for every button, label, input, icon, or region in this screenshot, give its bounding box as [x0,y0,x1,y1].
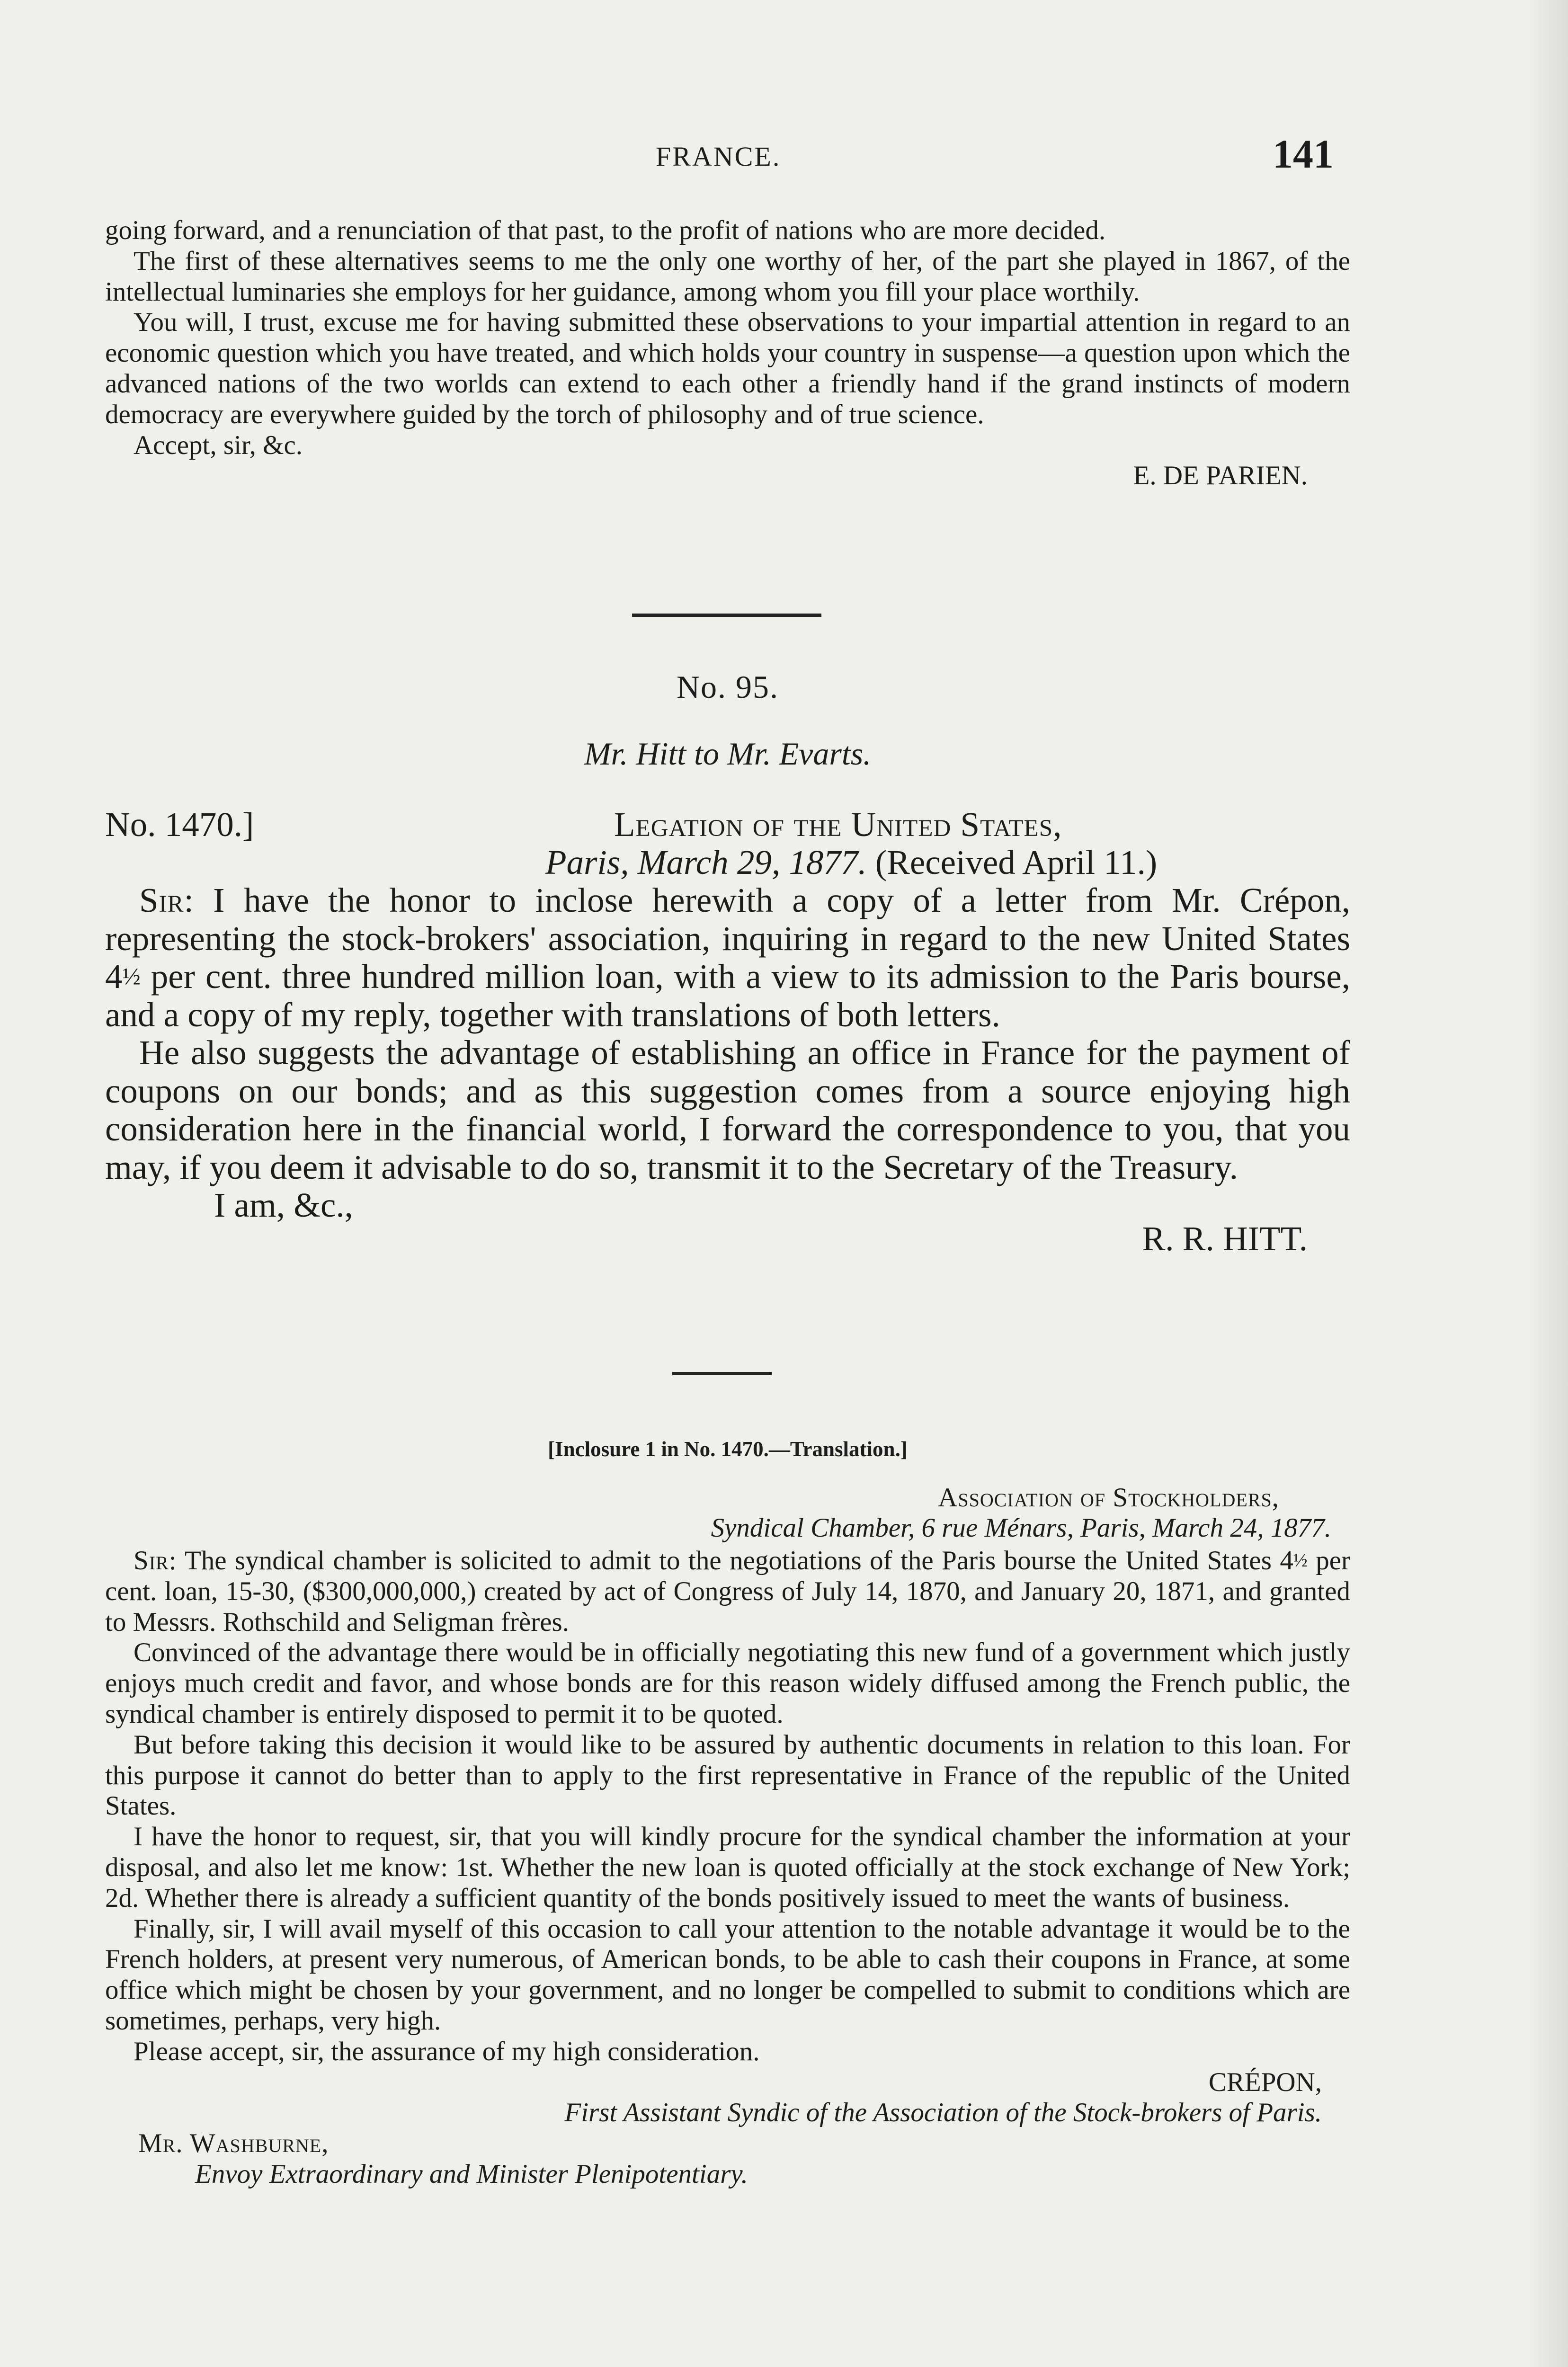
address-line: Association of Stockholders, [938,1483,1279,1513]
salutation: Sir: [139,881,194,919]
document-title: Mr. Hitt to Mr. Evarts. [584,736,872,772]
signature-title: First Assistant Syndic of the Association of the Stock-brokers of Paris. [564,2098,1322,2128]
paragraph: going forward, and a renunciation of that past, to the profit of nations who are more decided. [105,215,1106,245]
dispatch-number: No. 1470.] [105,805,254,844]
date-place: Paris, March 29, 1877. [545,843,867,881]
text-run: I have the honor to inclose herewith a copy of a letter from Mr. Crépon, representing the stock-brokers' association, inquiring in regard to the new United States 4 [105,881,1350,996]
letter-paragraph: Convinced of the advantage there would be in officially negotiating this new fund of a government which justly enjoys much credit and favor, and whose bonds are for this reason widely diffused among the French public, the syndical chamber is entirely disposed to permit it to be quoted. [105,1637,1350,1729]
addressee: Mr. Washburne, [138,2128,329,2159]
dispatch-paragraph [105,881,1350,1034]
page-edge-shadow [1525,0,1568,2367]
paragraph: The first of these alternatives seems to me the only one worthy of her, of the part she played in 1867, of the intellectual luminaries she employs for her guidance, among whom you fill your place worthily. [105,246,1350,307]
document-number: No. 95. [676,669,779,705]
text-run: per cent. three hundred million loan, with a view to its admission to the Paris bourse, and a copy of my reply, together with translations of both letters. [105,957,1350,1034]
received-date: (Received April 11.) [875,843,1158,881]
address-line: Syndical Chamber, 6 rue Ménars, Paris, March 24, 1877. [711,1513,1331,1543]
letter-paragraph: But before taking this decision it would like to be assured by authentic documents in relation to this loan. For this purpose it cannot do better than to apply to the first representative in France of the republic of the United States. [105,1729,1350,1821]
section-rule [632,614,821,617]
signature: R. R. HITT. [1142,1219,1308,1258]
addressee-title: Envoy Extraordinary and Minister Plenipotentiary. [195,2159,748,2189]
signature: E. DE PARIEN. [1133,461,1308,491]
page-number: 141 [1273,131,1334,177]
salutation: Sir: [134,1545,177,1575]
dateline [105,806,1350,881]
running-head-title: FRANCE. [656,141,781,172]
letter-paragraph: I have the honor to request, sir, that you will kindly procure for the syndical chamber the information at your disposal, and also let me know: 1st. Whether the new loan is quoted officially at the stock exchange of New York; 2d. Whether there is already a sufficient quantity of the bonds positively issued to meet the wants of business. [105,1822,1350,1913]
running-head [0,130,1568,182]
dispatch-paragraph: He also suggests the advantage of establishing an office in France for the payment of coupons on our bonds; and as this suggestion comes from a source enjoying high consideration here in the financial world, I forward the correspondence to you, that you may, if you deem it advisable to do so, transmit it to the Secretary of the Treasury. [105,1033,1350,1186]
paragraph: You will, I trust, excuse me for having submitted these observations to your impartial attention in regard to an economic question which you have treated, and which holds your country in suspense—a question upon which the advanced nations of the two worlds can extend to each other a friendly hand if the grand instincts of modern democracy are everywhere guided by the torch of philosophy and of true science. [105,307,1350,429]
previous-letter-end [105,215,1350,491]
date-line [545,844,1157,881]
inclosure [105,1437,1350,2190]
text-run: The syndical chamber is solicited to admit to the negotiations of the Paris bourse the United States 4 [184,1545,1293,1575]
closing: I am, &c., [214,1186,353,1225]
signature: CRÉPON, [1208,2067,1322,2097]
inclosure-title: [Inclosure 1 in No. 1470.—Translation.] [548,1437,908,1461]
document-95 [105,668,1350,1258]
section-rule [672,1372,772,1375]
fraction: ½ [122,963,141,990]
legation-line: Legation of the United States, [614,805,1062,844]
closing: Please accept, sir, the assurance of my high consideration. [134,2036,760,2066]
letter-paragraph [105,1545,1350,1637]
closing: Accept, sir, &c. [134,430,303,460]
letter-paragraph: Finally, sir, I will avail myself of this occasion to call your attention to the notable advantage it would be to the French holders, at present very numerous, of American bonds, to be able to cash their coupons in France, at some office which might be chosen by your government, and no longer be compelled to submit to conditions which are sometimes, perhaps, very high. [105,1913,1350,2036]
fraction: ½ [1293,1549,1308,1571]
text-run: per cent. loan, 15-30, ($300,000,000,) created by act of Congress of July 14, 1870, and January 20, 1871, and granted to Messrs. Rothschild and Seligman frères. [105,1545,1350,1637]
